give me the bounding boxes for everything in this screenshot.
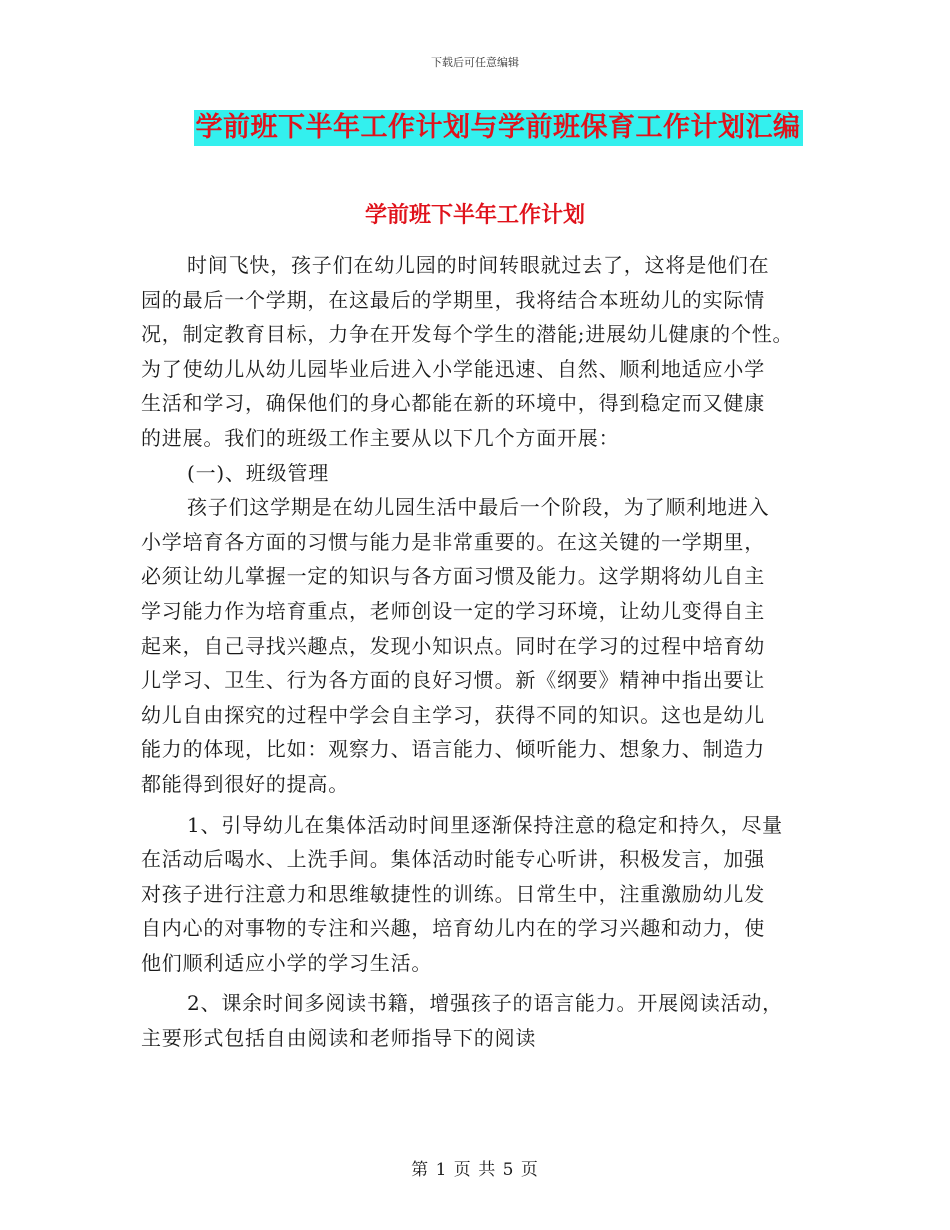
body-text-line: 主要形式包括自由阅读和老师指导下的阅读 xyxy=(141,1026,537,1051)
main-title-container xyxy=(0,110,950,146)
body-text-line: 儿学习、卫生、行为各方面的良好习惯。新《纲要》精神中指出要让 xyxy=(141,668,765,693)
document-body xyxy=(141,248,821,1056)
body-text-line: 园的最后一个学期，在这最后的学期里，我将结合本班幼儿的实际情 xyxy=(141,287,765,312)
body-text-line: 孩子们这学期是在幼儿园生活中最后一个阶段，为了顺利地进入 xyxy=(187,495,770,520)
body-text-line: 在活动后喝水、上洗手间。集体活动时能专心听讲，积极发言，加强 xyxy=(141,847,765,872)
body-text-line: 时间飞快，孩子们在幼儿园的时间转眼就过去了，这将是他们在 xyxy=(187,253,770,277)
body-text-line: 对孩子进行注意力和思维敏捷性的训练。日常生中，注重激励幼儿发 xyxy=(141,881,765,906)
section-title: 学前班下半年工作计划 xyxy=(364,203,585,228)
page-header-note: 下载后可任意编辑 xyxy=(431,56,519,69)
body-text-line: 生活和学习，确保他们的身心都能在新的环境中，得到稳定而又健康 xyxy=(141,391,765,416)
body-text-line: 自内心的对事物的专注和兴趣，培育幼儿内在的学习兴趣和动力，使 xyxy=(141,916,765,941)
document-main-title: 学前班下半年工作计划与学前班保育工作计划汇编 xyxy=(194,110,803,146)
body-text-line: 都能得到很好的提高。 xyxy=(141,771,349,796)
body-text-line: 为了使幼儿从幼儿园毕业后进入小学能迅速、自然、顺利地适应小学 xyxy=(141,356,765,381)
body-text-line: 小学培育各方面的习惯与能力是非常重要的。在这关键的一学期里， xyxy=(141,529,765,554)
body-text-line: 能力的体现，比如：观察力、语言能力、倾听能力、想象力、制造力 xyxy=(141,737,765,762)
body-text-line: (一)、班级管理 xyxy=(187,460,330,485)
body-text-line: 他们顺利适应小学的学习生活。 xyxy=(141,950,433,975)
body-text-line: 况，制定教育目标，力争在开发每个学生的潜能;进展幼儿健康的个性。 xyxy=(141,322,794,347)
body-text-line: 幼儿自由探究的过程中学会自主学习，获得不同的知识。这也是幼儿 xyxy=(141,702,765,727)
body-text-line: 的进展。我们的班级工作主要从以下几个方面开展： xyxy=(141,425,620,450)
body-text-line: 2、课余时间多阅读书籍，增强孩子的语言能力。开展阅读活动， xyxy=(187,991,783,1016)
body-text-line: 起来，自己寻找兴趣点，发现小知识点。同时在学习的过程中培育幼 xyxy=(141,633,765,658)
body-text-line: 1、引导幼儿在集体活动时间里逐渐保持注意的稳定和持久，尽量 xyxy=(187,812,783,837)
body-text-line: 必须让幼儿掌握一定的知识与各方面习惯及能力。这学期将幼儿自主 xyxy=(141,564,765,589)
page-footer-label: 第 1 页 共 5 页 xyxy=(411,1160,539,1180)
body-text-line: 学习能力作为培育重点，老师创设一定的学习环境，让幼儿变得自主 xyxy=(141,598,765,623)
